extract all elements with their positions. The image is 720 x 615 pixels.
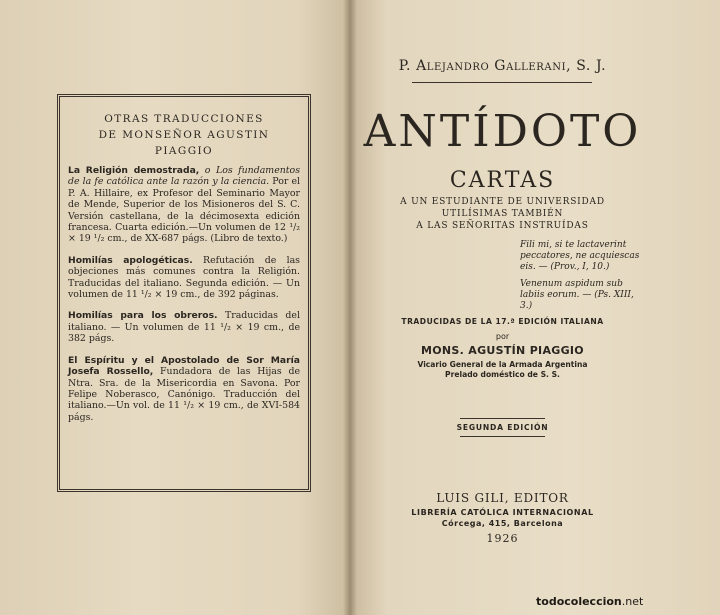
edition-label: SEGUNDA EDICIÓN [456,423,549,432]
publisher-name: LUIS GILI, EDITOR [436,491,569,505]
entry-title: La Religión demostrada, [68,165,200,176]
entry-body: Por el P. A. Hillaire, ex Profesor del Seminario Mayor de Mende, Superior de los Misioneros del S. C. Versión castellana, de la décimosexta edición francesa. Cuarta edición.—Un volumen de 12 ¹/₂ × 19 ¹/₂ cm., de XX-687 págs. (Libro de texto.) [68,176,300,245]
entry-body: Fundadora de las Hijas de Ntra. Sra. de la Misericordia en Savona. Por Felipe Noberasco, Canónigo. Traducción del italiano.—Un vol. de 11 ¹/₂ × 19 cm., de XVI-584 págs. [68,366,300,423]
book-subtitle: CARTAS [449,168,556,193]
subtitle-line-2: UTILÍSIMAS TAMBIÉN [441,209,564,219]
translator-name: MONS. AGUSTÍN PIAGGIO [421,344,584,357]
box-title-line-2: DE MONSEÑOR AGUSTIN PIAGGIO [98,129,270,157]
publisher-address: Córcega, 415, Barcelona [441,519,564,528]
book-entry [68,165,300,245]
box-title-line-1: OTRAS TRADUCCIONES [104,113,264,125]
entry-subtitle: o Los fundamentos de la fe católica ante la razón y la ciencia. [68,165,301,188]
book-entry [68,255,300,301]
entry-title: El Espíritu y el Apostolado de Sor María Josefa Rossello, [68,354,300,378]
entry-body: Refutación de las objeciones más comunes contra la Religión. Traducidas del italiano. Segunda edición. — Un volumen de 11 ¹/₂ × 19 cm., de 392 páginas. [68,254,300,301]
epigraph-1: Fili mi, si te lactaverint peccatores, ne acquiescas eis. — (Prov., I, 10.) [520,240,640,272]
edition-rule-top [460,418,545,419]
book-title: ANTÍDOTO [363,106,642,157]
subtitle-line-1: A UN ESTUDIANTE DE UNIVERSIDAD [400,197,605,207]
by-word: por [495,332,510,341]
publication-year: 1926 [486,532,519,545]
other-translations-box [57,94,311,492]
book-entry [68,355,300,423]
author-rule [412,82,592,83]
title-page [350,0,720,615]
book-entry [68,310,300,344]
epigraph-2: Venenum aspidum sub labiis eorum. — (Ps. XIII, 3.) [520,279,634,311]
edition-rule-bottom [460,436,545,437]
publisher-subtitle: LIBRERÍA CATÓLICA INTERNACIONAL [411,508,594,517]
translated-from: TRADUCIDAS DE LA 17.ª EDICIÓN ITALIANA [401,317,604,326]
subtitle-line-3: A LAS SEÑORITAS INSTRUÍDAS [416,221,589,231]
entry-title: Homilías para los obreros. [68,310,218,322]
box-title [68,111,300,159]
watermark [536,595,643,608]
translator-role-1: Vicario General de la Armada Argentina [417,360,588,369]
entry-title: Homilías apologéticas. [68,254,193,266]
watermark-suffix: .net [621,595,644,608]
translator-role-2: Prelado doméstico de S. S. [445,370,560,379]
watermark-brand: todocoleccion [536,595,622,608]
author-name: P. Alejandro Gallerani, S. J. [398,58,607,74]
entry-body: Traducidas del italiano. — Un volumen de 11 ¹/₂ × 19 cm., de 382 págs. [68,310,300,345]
